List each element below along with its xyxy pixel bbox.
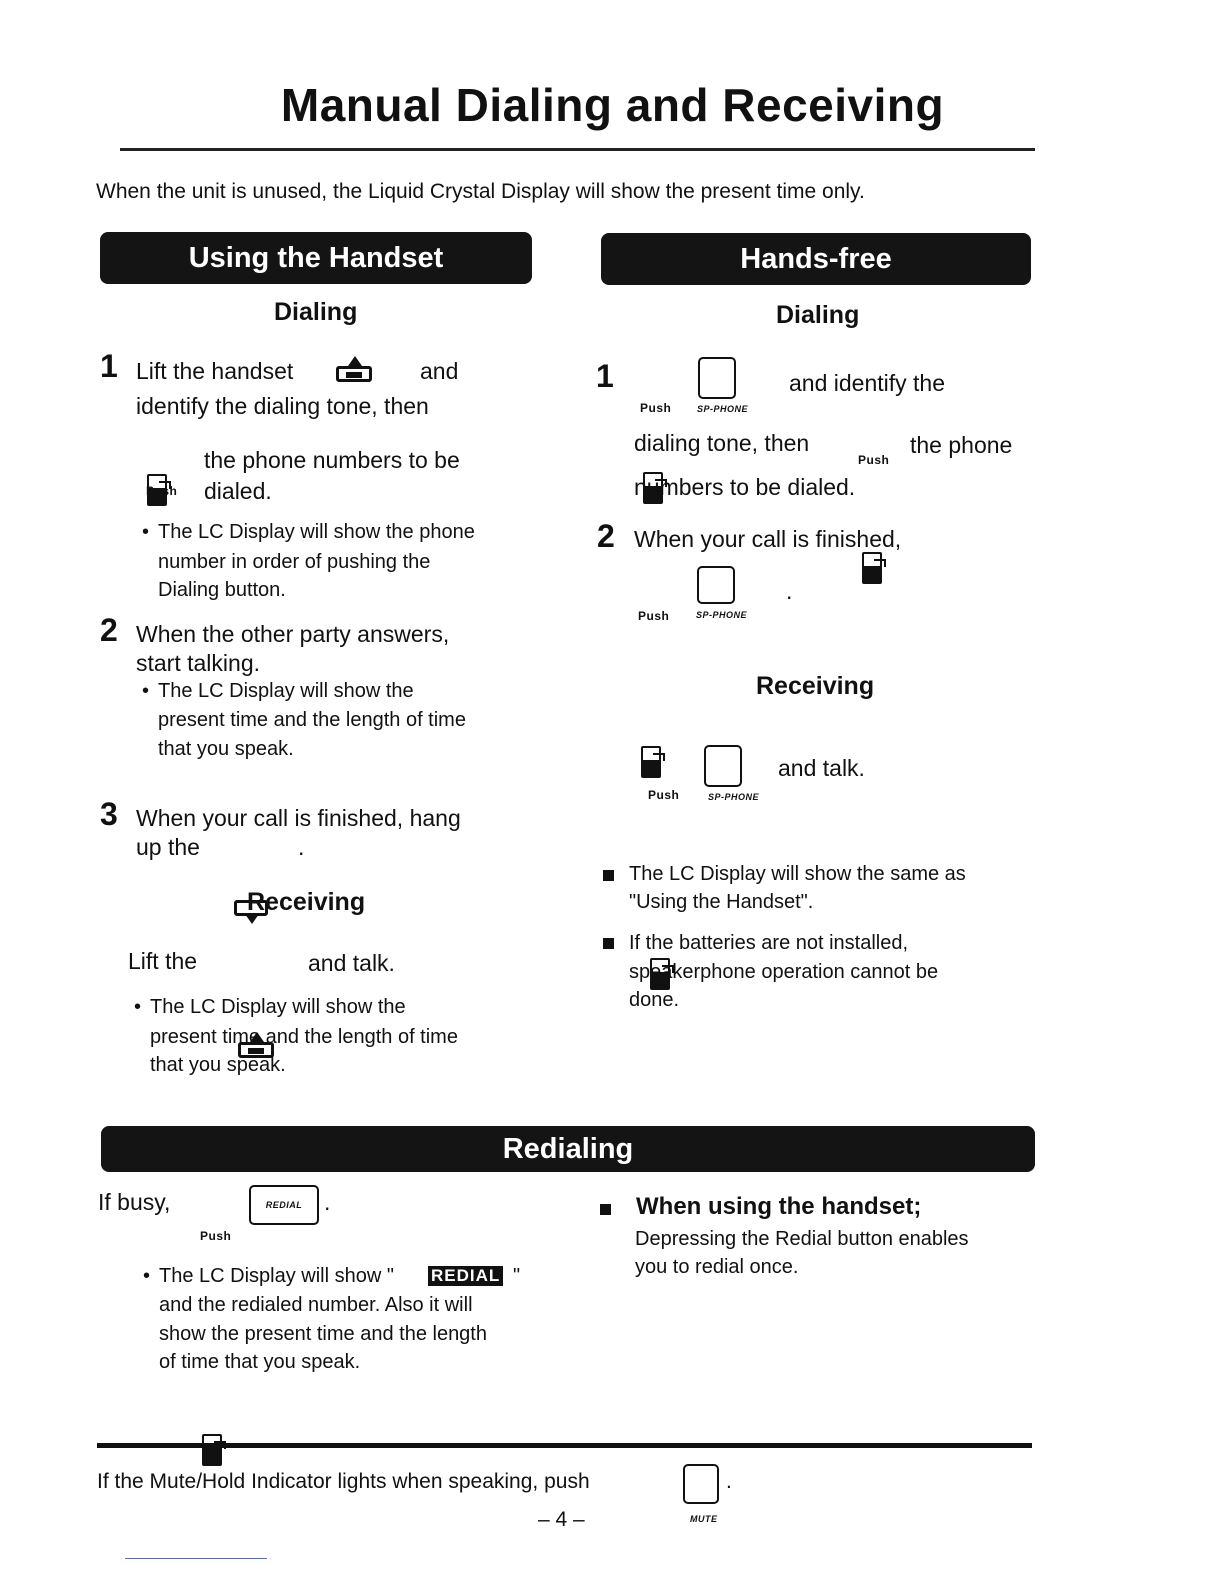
title-divider xyxy=(120,148,1035,151)
handset-step1-text-c: the phone numbers to be xyxy=(204,447,460,473)
handsfree-step1-text-a: and identify the xyxy=(789,370,946,396)
handsfree-note2-line1: If the batteries are not installed, xyxy=(629,932,909,954)
sp-phone-key-label: SP-PHONE xyxy=(696,610,748,620)
handsfree-step1-number: 1 xyxy=(596,358,614,394)
push-icon-label: Push xyxy=(858,453,890,467)
mute-footnote: If the Mute/Hold Indicator lights when speaking, push xyxy=(97,1470,590,1493)
handset-step3-text-b: up the xyxy=(136,834,200,860)
handset-receiving-heading: Receiving xyxy=(247,888,366,916)
sp-phone-key-label: SP-PHONE xyxy=(708,792,760,802)
sp-phone-key-icon xyxy=(698,357,736,399)
handset-step1-note-1: • The LC Display will show the phone xyxy=(158,518,475,547)
handsfree-step2-text-a: When your call is finished, xyxy=(634,526,902,552)
handset-receive-text-b: and talk. xyxy=(308,950,395,976)
handset-receive-note-2: present time and the length of time xyxy=(150,1026,458,1048)
redial-right-line2: you to redial once. xyxy=(635,1256,799,1278)
handsfree-step2-end: . xyxy=(786,578,793,604)
handset-step2-note-3: that you speak. xyxy=(158,738,294,760)
handsfree-banner: Hands-free xyxy=(601,233,1031,285)
mute-footnote-end: . xyxy=(726,1470,732,1493)
handsfree-step2-number: 2 xyxy=(597,518,615,554)
handsfree-dialing-heading: Dialing xyxy=(776,301,860,329)
sp-phone-key-icon xyxy=(697,566,735,604)
handset-step3-number: 3 xyxy=(100,796,118,832)
bullet-square xyxy=(600,1204,611,1215)
handsfree-note1-line1: The LC Display will show the same as xyxy=(629,863,966,885)
redial-note-1b: " xyxy=(513,1265,521,1287)
page-title: Manual Dialing and Receiving xyxy=(280,79,945,131)
redialing-banner: Redialing xyxy=(101,1126,1035,1172)
footer-divider xyxy=(97,1443,1032,1448)
push-icon-label: Push xyxy=(638,609,670,623)
push-button-icon xyxy=(202,1434,226,1468)
redial-busy-end: . xyxy=(324,1189,331,1215)
handset-receive-note-1: • The LC Display will show the xyxy=(150,993,406,1022)
redial-note-3: show the present time and the length xyxy=(159,1323,487,1345)
push-icon-label: Push xyxy=(640,401,672,415)
handsfree-receiving-heading: Receiving xyxy=(756,672,875,700)
handsfree-note1-line2: "Using the Handset". xyxy=(629,891,814,913)
redial-right-heading: When using the handset; xyxy=(636,1193,922,1220)
mute-key-icon xyxy=(683,1464,719,1504)
bullet-square xyxy=(603,938,614,949)
handset-step2-text-a: When the other party answers, xyxy=(136,621,450,647)
handset-step1-text-b: identify the dialing tone, then xyxy=(136,393,429,419)
handset-step1-text-a: Lift the handset xyxy=(136,358,294,384)
sp-phone-key-icon xyxy=(704,745,742,787)
redial-note-1a: • The LC Display will show " xyxy=(159,1262,394,1291)
push-button-icon xyxy=(641,746,665,780)
handset-lift-icon xyxy=(334,356,376,384)
handset-step1-text-and: and xyxy=(420,358,459,384)
handset-step1-note-3: Dialing button. xyxy=(158,579,286,601)
redial-key-icon xyxy=(249,1185,319,1225)
handset-banner: Using the Handset xyxy=(100,232,532,284)
redial-note-4: of time that you speak. xyxy=(159,1351,361,1373)
handsfree-note2-line2: speakerphone operation cannot be xyxy=(629,961,939,983)
handset-step1-note-2: number in order of pushing the xyxy=(158,551,431,573)
handset-step2-number: 2 xyxy=(100,612,118,648)
redial-busy-text: If busy, xyxy=(98,1189,171,1215)
handsfree-step1-text-c: the phone xyxy=(910,432,1013,458)
handset-dialing-heading: Dialing xyxy=(274,298,358,326)
bullet-square xyxy=(603,870,614,881)
mute-key-label: MUTE xyxy=(690,1514,718,1524)
handsfree-note2-line3: done. xyxy=(629,989,680,1011)
push-button-icon xyxy=(862,552,886,586)
handset-step3-text-c: . xyxy=(298,834,305,860)
page-number: – 4 – xyxy=(538,1508,585,1531)
handset-step2-text-b: start talking. xyxy=(136,650,260,676)
push-icon-label: Push xyxy=(146,484,178,498)
redial-note-2: and the redialed number. Also it will xyxy=(159,1294,473,1316)
handsfree-step1-text-b: dialing tone, then xyxy=(634,430,810,456)
handset-step1-text-d: dialed. xyxy=(204,478,272,504)
sp-phone-key-label: SP-PHONE xyxy=(697,404,749,414)
scan-edge-line xyxy=(125,1558,267,1559)
redial-display-badge: REDIAL xyxy=(428,1266,503,1286)
handset-receive-text-a: Lift the xyxy=(128,948,198,974)
push-icon-label: Push xyxy=(200,1229,232,1243)
intro-text: When the unit is unused, the Liquid Crystal Display will show the present time only. xyxy=(96,180,865,203)
push-icon-label: Push xyxy=(648,788,680,802)
handsfree-receive-text: and talk. xyxy=(778,755,865,781)
redial-key-label: REDIAL xyxy=(265,1200,303,1210)
handset-step1-number: 1 xyxy=(100,348,118,384)
handset-receive-note-3: that you speak. xyxy=(150,1054,286,1076)
handset-step3-text-a: When your call is finished, hang xyxy=(136,805,461,831)
handsfree-step1-text-d: numbers to be dialed. xyxy=(634,474,856,500)
handset-step2-note-1: • The LC Display will show the xyxy=(158,677,414,706)
handset-step2-note-2: present time and the length of time xyxy=(158,709,466,731)
redial-right-line1: Depressing the Redial button enables xyxy=(635,1228,969,1250)
